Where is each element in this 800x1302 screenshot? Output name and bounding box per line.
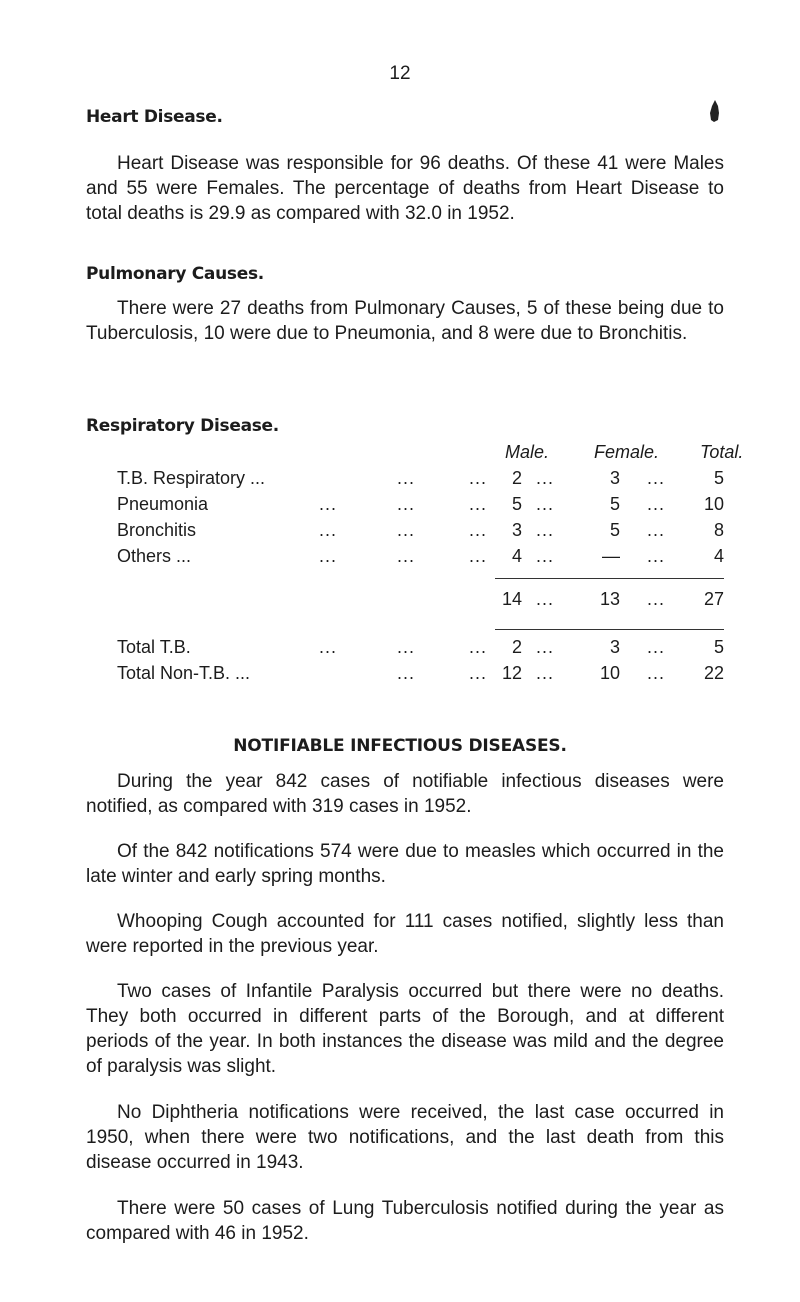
leader-dots: ... ... — [397, 663, 488, 683]
notifiable-paragraph: Whooping Cough accounted for 111 cases notified, slightly less than were reported in the previous year. — [86, 911, 724, 957]
pulmonary-causes-heading: Pulmonary Causes. — [86, 264, 264, 284]
heart-disease-heading: Heart Disease. — [86, 107, 223, 127]
subtotal-female: 13 — [599, 589, 620, 609]
row-label: Total Non-T.B. ... — [117, 663, 251, 683]
leader-dots: ... — [647, 637, 666, 657]
cell-male: 4 — [511, 546, 522, 566]
cell-total: 22 — [703, 663, 724, 683]
column-header-female: Female. — [594, 442, 660, 462]
notifiable-diseases-heading: NOTIFIABLE INFECTIOUS DISEASES. — [233, 736, 567, 756]
pulmonary-causes-paragraph: There were 27 deaths from Pulmonary Causes, 5 of these being due to Tuberculosis, 10 were due to Pneumonia, and 8 were due to Bronchitis. — [86, 298, 724, 344]
cell-male: 12 — [501, 663, 522, 683]
leader-dots: ... — [647, 546, 666, 566]
cell-total: 5 — [713, 637, 724, 657]
leader-dots: ... — [647, 520, 666, 540]
leader-dots: ... — [647, 494, 666, 514]
cell-female: 5 — [609, 494, 620, 514]
notifiable-paragraph: No Diphtheria notifications were received, the last case occurred in 1950, when there were two notifications, and the last death from this disease occurred in 1943. — [86, 1102, 724, 1173]
leader-dots: ... — [536, 589, 555, 609]
leader-dots: ... — [536, 468, 555, 488]
column-header-total: Total. — [700, 442, 744, 462]
respiratory-disease-heading: Respiratory Disease. — [86, 416, 279, 436]
cell-male: 2 — [511, 637, 522, 657]
cell-female: — — [602, 546, 620, 566]
cell-female: 3 — [609, 637, 620, 657]
leader-dots: ... ... ... — [319, 494, 488, 514]
leader-dots: ... — [536, 546, 555, 566]
cell-total: 4 — [713, 546, 724, 566]
row-label: Total T.B. — [117, 637, 191, 657]
table-rule — [495, 629, 724, 630]
notifiable-paragraph: During the year 842 cases of notifiable infectious diseases were notified, as compared with 319 cases in 1952. — [86, 771, 724, 817]
notifiable-paragraph: There were 50 cases of Lung Tuberculosis notified during the year as compared with 46 in 1952. — [86, 1198, 724, 1244]
leader-dots: ... ... ... — [319, 546, 488, 566]
heart-disease-paragraph: Heart Disease was responsible for 96 deaths. Of these 41 were Males and 55 were Females. The percentage of deaths from Heart Disease to total deaths is 29.9 as compared with 32.0 in 1952. — [86, 153, 724, 224]
page-number: 12 — [389, 63, 411, 84]
row-label: Bronchitis — [117, 520, 197, 540]
cell-female: 10 — [599, 663, 620, 683]
column-header-male: Male. — [505, 442, 550, 462]
subtotal-male: 14 — [501, 589, 522, 609]
cell-male: 5 — [511, 494, 522, 514]
notifiable-paragraph: Of the 842 notifications 574 were due to measles which occurred in the late winter and early spring months. — [86, 841, 724, 887]
table-rule — [495, 578, 724, 579]
cell-female: 5 — [609, 520, 620, 540]
leader-dots: ... ... ... — [319, 520, 488, 540]
leader-dots: ... — [536, 637, 555, 657]
leader-dots: ... — [647, 663, 666, 683]
leader-dots: ... — [536, 663, 555, 683]
leader-dots: ... — [647, 468, 666, 488]
ink-blot-mark — [707, 99, 721, 123]
leader-dots: ... ... — [397, 468, 488, 488]
notifiable-paragraph: Two cases of Infantile Paralysis occurred but there were no deaths. They both occurred in different parts of the Borough, and at different periods of the year. In both instances the disease was mild and the degree of paralysis was slight. — [86, 981, 724, 1077]
row-label: Others ... — [117, 546, 192, 566]
leader-dots: ... — [536, 494, 555, 514]
row-label: Pneumonia — [117, 494, 209, 514]
leader-dots: ... — [647, 589, 666, 609]
cell-total: 5 — [713, 468, 724, 488]
cell-total: 10 — [703, 494, 724, 514]
cell-male: 2 — [511, 468, 522, 488]
cell-total: 8 — [713, 520, 724, 540]
leader-dots: ... ... ... — [319, 637, 488, 657]
cell-male: 3 — [511, 520, 522, 540]
subtotal-total: 27 — [703, 589, 724, 609]
leader-dots: ... — [536, 520, 555, 540]
cell-female: 3 — [609, 468, 620, 488]
row-label: T.B. Respiratory ... — [117, 468, 266, 488]
